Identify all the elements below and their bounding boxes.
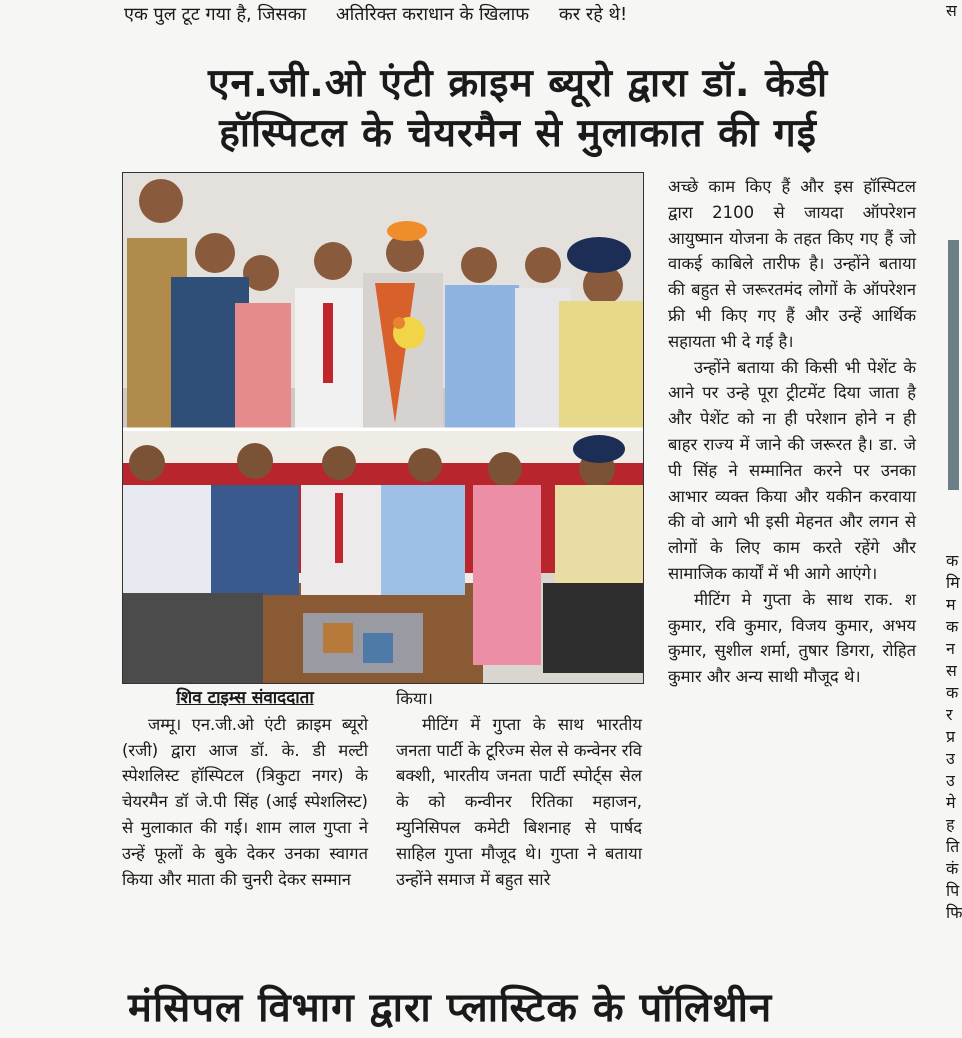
next-article-headline: मंसिपल विभाग द्वारा प्लास्टिक के पॉलिथीन xyxy=(128,985,773,1031)
photo-top-group-portrait xyxy=(123,173,643,428)
top-continuation-line xyxy=(124,2,651,26)
headline-line-2: हॉस्पिटल के चेयरमैन से मुलाकात की गई xyxy=(219,111,817,156)
column-2-first-line: किया। xyxy=(396,689,434,708)
article-column-2 xyxy=(396,686,642,892)
photo-bottom-meeting xyxy=(123,431,643,683)
adjacent-column-cropped xyxy=(946,0,962,1012)
column-1-body: जम्मू। एन.जी.ओ एंटी क्राइम ब्यूरो (रजी) द्वारा आज डॉ. के. डी मल्टी स्पेशलिस्ट हॉस्पिटल (त्रिकुटा नगर) के चेयरमैन डॉ जे.पी सिंह (आई स्पेशलिस्ट) से मुलाकात की गई। शाम लाल गुप्ता ने उन्हें फूलों के बुके देकर उनका स्वागत किया और माता की चुनरी देकर सम्मान xyxy=(122,714,368,889)
news-photo-collage xyxy=(122,172,644,684)
column-3-para-1: अच्छे काम किए हैं और इस हॉस्पिटल द्वारा 2100 से जायदा ऑपरेशन आयुष्मान योजना के तहत किए गए हैं जो वाकई काबिले तारीफ है। उन्होंने बताया की बहुत से जरूरतमंद लोगों के ऑपरेशन फ्री भी किए गए हैं और उन्हें आर्थिक सहायता भी दे गई है। xyxy=(668,177,916,351)
adjacent-column-text: स क मि म क न स क र प्र उ उ मे ह ति कं पि फि xyxy=(946,1,962,922)
article-column-3 xyxy=(668,174,916,690)
headline-line-1: एन.जी.ओ एंटी क्राइम ब्यूरो द्वारा डॉ. केडी xyxy=(207,61,829,106)
photo-illustration xyxy=(123,173,643,683)
column-3-para-2: उन्होंने बताया की किसी भी पेशेंट के आने पर उन्हे पूरा ट्रीटमेंट दिया जाता है और पेशेंट को ना ही परेशान होने न ही बाहर राज्य में जाने की जरूरत है। डा. जे पी सिंह ने सम्मानित करने पर उनका आभार व्यक्त किया और यकीन करवाया की वो आगे भी इसी मेहनत और लगन से लोगों के लिए काम करते रहेंगे और सामाजिक कार्यों में भी आगे आएंगे। xyxy=(668,357,916,583)
reporter-byline: शिव टाइम्स संवाददाता xyxy=(176,688,314,708)
article-column-1 xyxy=(122,686,368,892)
top-line-segment-3: कर रहे थे! xyxy=(558,4,628,25)
column-2-body: मीटिंग में गुप्ता के साथ भारतीय जनता पार्टी के टूरिज्म सेल से कन्वेनर रवि बक्शी, भारतीय जनता पार्टी स्पोर्ट्स सेल के को कन्वीनर रितिका महाजन, म्युनिसिपल कमेटी बिशनाह से पार्षद साहिल गुप्ता मौजूद थे। गुप्ता ने बताया उन्होंने समाज में बहुत सारे xyxy=(396,714,642,889)
top-line-segment-1: एक पुल टूट गया है, जिसका xyxy=(124,4,307,25)
top-line-segment-2: अतिरिक्त कराधान के खिलाफ xyxy=(335,4,530,25)
adjacent-photo-sliver xyxy=(948,240,959,490)
column-3-para-3: मीटिंग मे गुप्ता के साथ राक. श कुमार, रवि कुमार, विजय कुमार, अभय कुमार, सुशील शर्मा, तुषार डिगरा, रोहित कुमार और अन्य साथी मौजूद थे। xyxy=(668,589,916,687)
